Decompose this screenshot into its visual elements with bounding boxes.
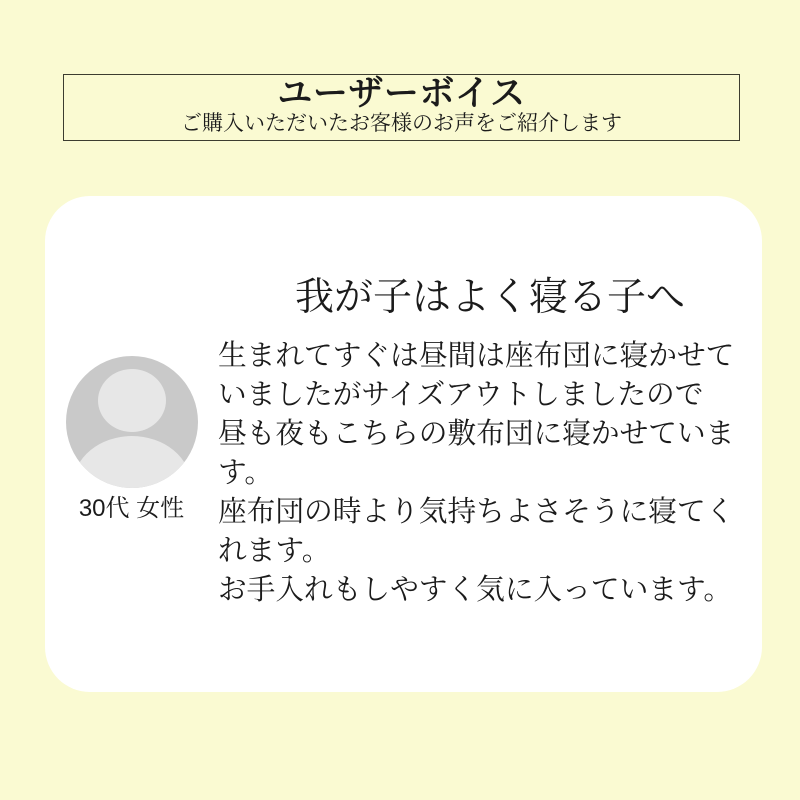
review-text [218,337,762,610]
review-text-line: す。 [218,457,274,489]
review-text-line: 生まれてすぐは昼間は座布団に寝かせて [218,340,735,372]
review-body [45,337,762,610]
review-card [45,196,762,692]
reviewer-avatar [66,356,198,488]
header-banner [63,74,740,141]
review-text-line: れます。 [218,535,331,567]
reviewer-label: 30代 女性 [78,495,185,522]
review-text-line: いましたがサイズアウトしましたので [218,379,704,411]
person-head-icon [98,369,166,432]
review-text-line: お手入れもしやすく気に入っています。 [218,574,733,606]
review-text-line: 座布団の時より気持ちよさそうに寝てく [218,496,735,528]
person-shoulders-icon [73,436,191,488]
reviewer-info [45,337,218,610]
header-subtitle: ご購入いただいたお客様のお声をご紹介します [181,112,622,135]
review-text-line: 昼も夜もこちらの敷布団に寝かせていま [218,418,735,450]
header-title: ユーザーボイス [277,74,526,113]
review-title: 我が子はよく寝る子へ [294,276,685,319]
